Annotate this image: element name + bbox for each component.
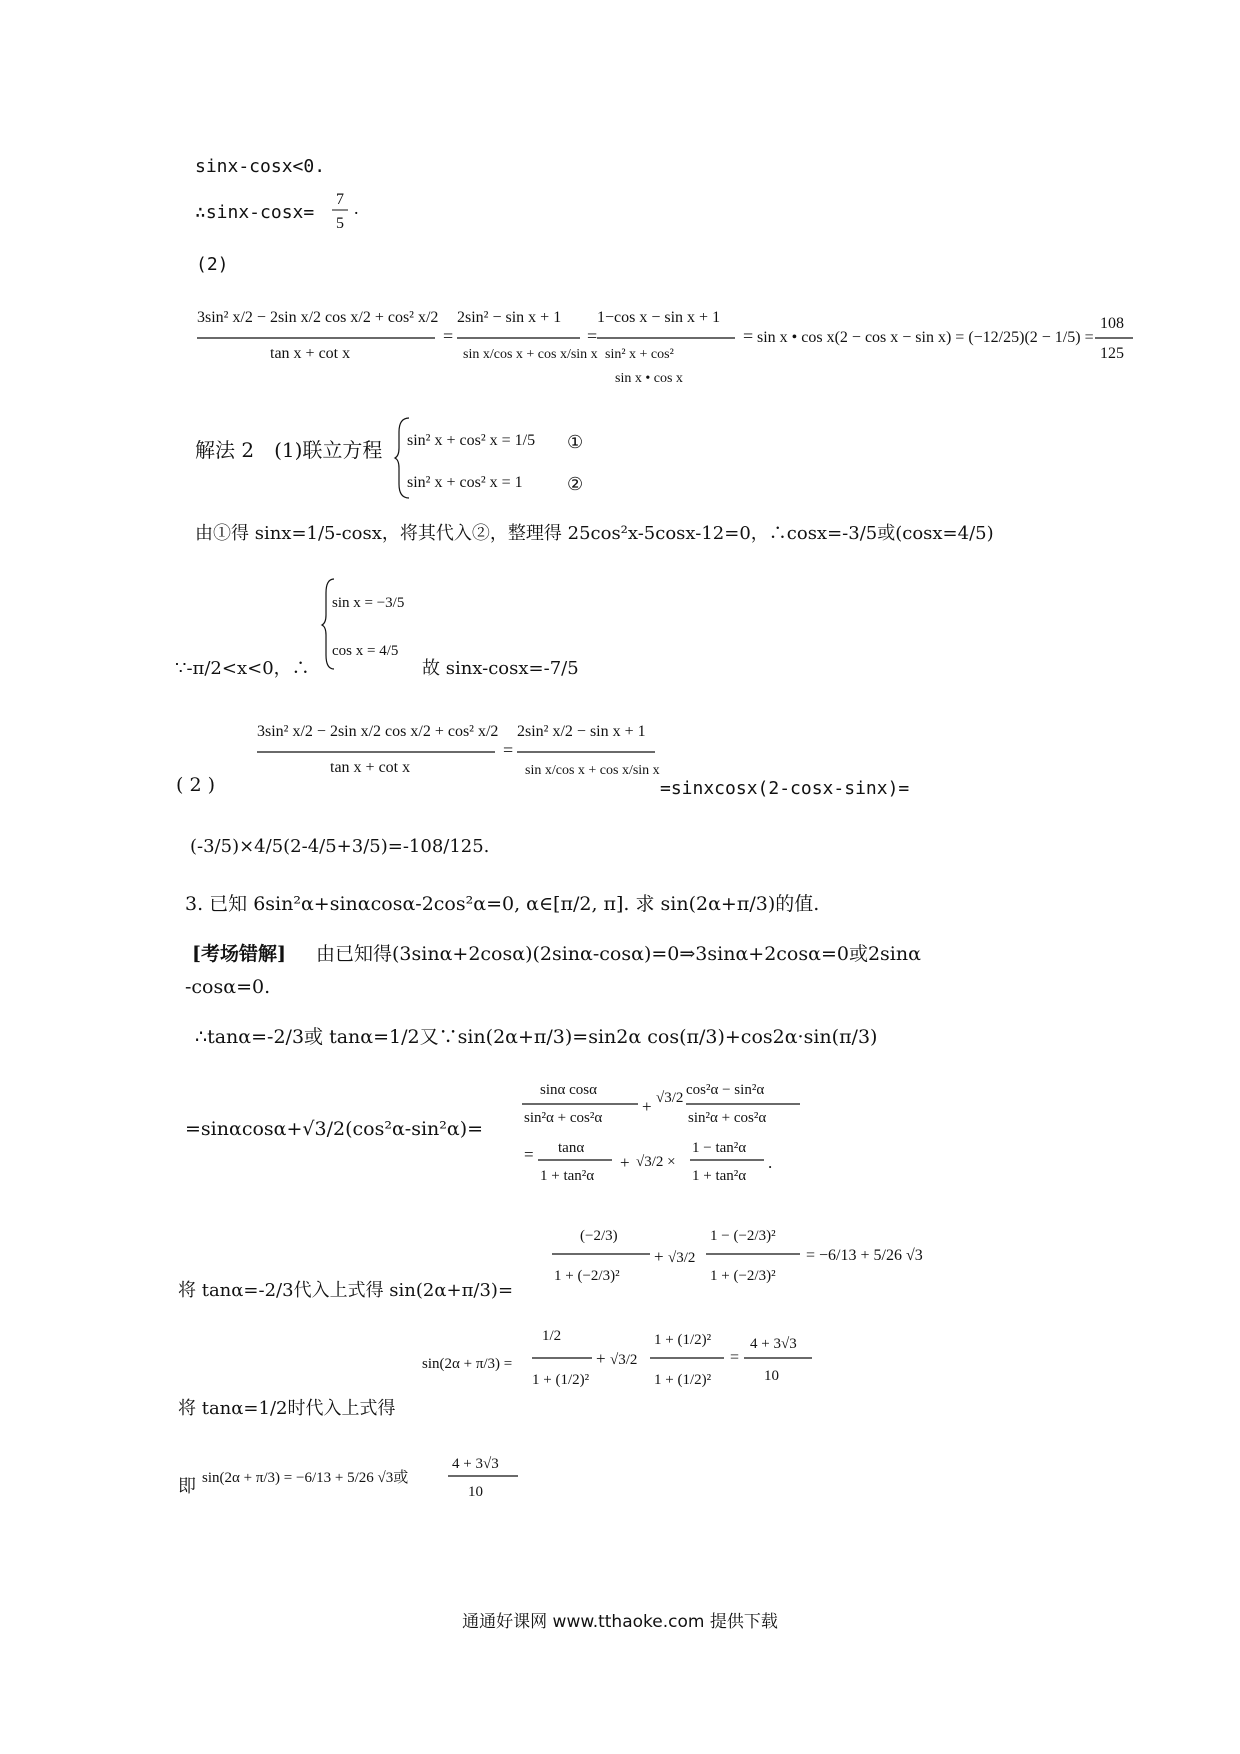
svg-text:3sin² x/2 − 2sin x/2 cos x/2 +: 3sin² x/2 − 2sin x/2 cos x/2 + cos² x/2: [197, 309, 439, 326]
equation-part2-method1: [195, 292, 1145, 402]
svg-text:2sin² − sin x + 1: 2sin² − sin x + 1: [457, 309, 562, 326]
svg-text:tanα: tanα: [558, 1140, 585, 1156]
svg-text:①: ①: [567, 432, 584, 452]
svg-text:=: =: [524, 1145, 534, 1164]
svg-text:=: =: [587, 326, 598, 346]
text-tan-values: ∴tanα=-2/3或 tanα=1/2又∵sin(2α+π/3)=sin2α cos(π/3)+cos2α·sin(π/3): [195, 1026, 878, 1048]
svg-text:1/2: 1/2: [542, 1328, 562, 1344]
svg-text:=: =: [443, 326, 454, 346]
svg-text:sin x/cos x + cos x/sin x: sin x/cos x + cos x/sin x: [525, 763, 660, 778]
question-3: 3. 已知 6sin²α+sinαcosα-2cos²α=0, α∈[π/2, π]. 求 sin(2α+π/3)的值.: [185, 893, 820, 915]
svg-text:1 + (−2/3)²: 1 + (−2/3)²: [554, 1268, 620, 1284]
text-substitution-2: 将 tanα=1/2时代入上式得: [178, 1398, 396, 1419]
svg-text:sin x = −3/5: sin x = −3/5: [332, 595, 405, 611]
svg-text:②: ②: [567, 474, 584, 494]
equation-part2-method2: [255, 708, 675, 818]
svg-text:+: +: [596, 1349, 606, 1368]
svg-text:1 − tan²α: 1 − tan²α: [692, 1140, 747, 1156]
svg-text:1 + tan²α: 1 + tan²α: [540, 1168, 595, 1184]
svg-text:.: .: [768, 1153, 773, 1172]
svg-text:7: 7: [336, 191, 344, 208]
svg-text:√3/2: √3/2: [610, 1352, 638, 1368]
svg-text:4 + 3√3: 4 + 3√3: [750, 1336, 797, 1352]
svg-text:=: =: [503, 740, 514, 760]
svg-text:sin² x + cos² x = 1: sin² x + cos² x = 1: [407, 474, 523, 491]
text-line-2: ∴sinx-cosx=: [195, 202, 315, 223]
svg-text:tan x + cot x: tan x + cot x: [330, 759, 411, 776]
svg-text:sin² x + cos²: sin² x + cos²: [605, 347, 674, 362]
text-line-1: sinx-cosx<0.: [195, 156, 326, 177]
svg-text:cos²α − sin²α: cos²α − sin²α: [686, 1082, 765, 1098]
svg-text:cos x = 4/5: cos x = 4/5: [332, 643, 399, 659]
svg-text:sin²α + cos²α: sin²α + cos²α: [524, 1110, 603, 1126]
svg-text:+: +: [642, 1097, 652, 1116]
svg-text:tan x + cot x: tan x + cot x: [270, 345, 351, 362]
svg-text:√3/2: √3/2: [656, 1090, 684, 1106]
part-2-label: (2): [196, 254, 229, 275]
equation-substitution-2: [420, 1320, 820, 1420]
svg-text:sin x • cos x(2 − cos x − sin: sin x • cos x(2 − cos x − sin x) = (−12/25)(2 − 1/5) =: [757, 329, 1094, 346]
svg-text:125: 125: [1100, 345, 1124, 362]
svg-text:2sin² x/2 − sin x + 1: 2sin² x/2 − sin x + 1: [517, 723, 646, 740]
equation-substitution-1: [550, 1212, 923, 1322]
svg-text:1 + (1/2)²: 1 + (1/2)²: [654, 1332, 712, 1348]
system-of-equations-1: [395, 412, 595, 502]
text-part2b-result: (-3/5)×4/5(2-4/5+3/5)=-108/125.: [190, 836, 490, 857]
svg-text:.: .: [354, 198, 359, 218]
svg-text:+: +: [620, 1153, 630, 1172]
svg-text:10: 10: [764, 1368, 779, 1384]
fraction-7-5: [328, 190, 368, 240]
svg-text:=: =: [743, 326, 754, 346]
svg-text:3sin² x/2 − 2sin x/2 cos x/2 +: 3sin² x/2 − 2sin x/2 cos x/2 + cos² x/2: [257, 723, 499, 740]
svg-text:1 − (−2/3)²: 1 − (−2/3)²: [710, 1228, 776, 1244]
svg-text:sin²α + cos²α: sin²α + cos²α: [688, 1110, 767, 1126]
footer-source: 通通好课网 www.tthaoke.com 提供下载: [462, 1612, 778, 1632]
svg-text:1 + tan²α: 1 + tan²α: [692, 1168, 747, 1184]
svg-text:+: +: [654, 1247, 664, 1266]
svg-text:4 + 3√3: 4 + 3√3: [452, 1456, 499, 1472]
svg-text:sin x • cos x: sin x • cos x: [615, 371, 683, 386]
part-2b-label: ( 2 ): [176, 774, 215, 796]
svg-text:sin(2α + π/3) = −6/13 + 5/26 √: sin(2α + π/3) = −6/13 + 5/26 √3或: [202, 1470, 409, 1486]
svg-text:(−2/3): (−2/3): [580, 1228, 618, 1244]
svg-text:10: 10: [468, 1484, 483, 1500]
svg-text:1 + (−2/3)²: 1 + (−2/3)²: [710, 1268, 776, 1284]
analysis-text: 由已知得(3sinα+2cosα)(2sinα-cosα)=0⇒3sinα+2cosα=0或2sinα: [316, 943, 921, 965]
svg-text:=: =: [730, 1349, 740, 1366]
svg-text:√3/2 ×: √3/2 ×: [636, 1154, 676, 1170]
svg-text:1−cos x − sin x + 1: 1−cos x − sin x + 1: [597, 309, 721, 326]
svg-text:= −6/13 + 5/26 √3: = −6/13 + 5/26 √3: [806, 1247, 923, 1264]
svg-text:sin(2α + π/3) =: sin(2α + π/3) =: [422, 1356, 513, 1372]
svg-text:1 + (1/2)²: 1 + (1/2)²: [532, 1372, 590, 1388]
svg-text:5: 5: [336, 215, 344, 232]
analysis-text-cont: -cosα=0.: [185, 976, 271, 998]
equation-final: [200, 1448, 520, 1508]
equation-expand-fraction: [520, 1078, 820, 1200]
svg-text:√3/2: √3/2: [668, 1250, 696, 1266]
text-from-eq1: 由①得 sinx=1/5-cosx，将其代入②，整理得 25cos²x-5cosx-12=0，∴cosx=-3/5或(cosx=4/5): [195, 523, 994, 544]
text-therefore: 故 sinx-cosx=-7/5: [422, 658, 579, 679]
text-expand: =sinαcosα+√3/2(cos²α-sin²α)=: [185, 1118, 484, 1140]
svg-text:sinα cosα: sinα cosα: [540, 1082, 597, 1098]
svg-text:1 + (1/2)²: 1 + (1/2)²: [654, 1372, 712, 1388]
analysis-label: [考场错解]: [192, 943, 286, 965]
text-final-label: 即: [178, 1476, 196, 1497]
text-range-condition: ∵-π/2<x<0，∴: [175, 658, 310, 679]
svg-text:sin² x + cos² x = 1/5: sin² x + cos² x = 1/5: [407, 432, 536, 449]
text-substitution-1: 将 tanα=-2/3代入上式得 sin(2α+π/3)=: [178, 1280, 514, 1301]
text-part2b-tail: =sinxcosx(2-cosx-sinx)=: [660, 778, 910, 799]
svg-text:108: 108: [1100, 315, 1124, 332]
svg-text:sin x/cos x + cos x/sin x: sin x/cos x + cos x/sin x: [463, 347, 598, 362]
method2-label: 解法 2 (1)联立方程: [195, 438, 383, 462]
